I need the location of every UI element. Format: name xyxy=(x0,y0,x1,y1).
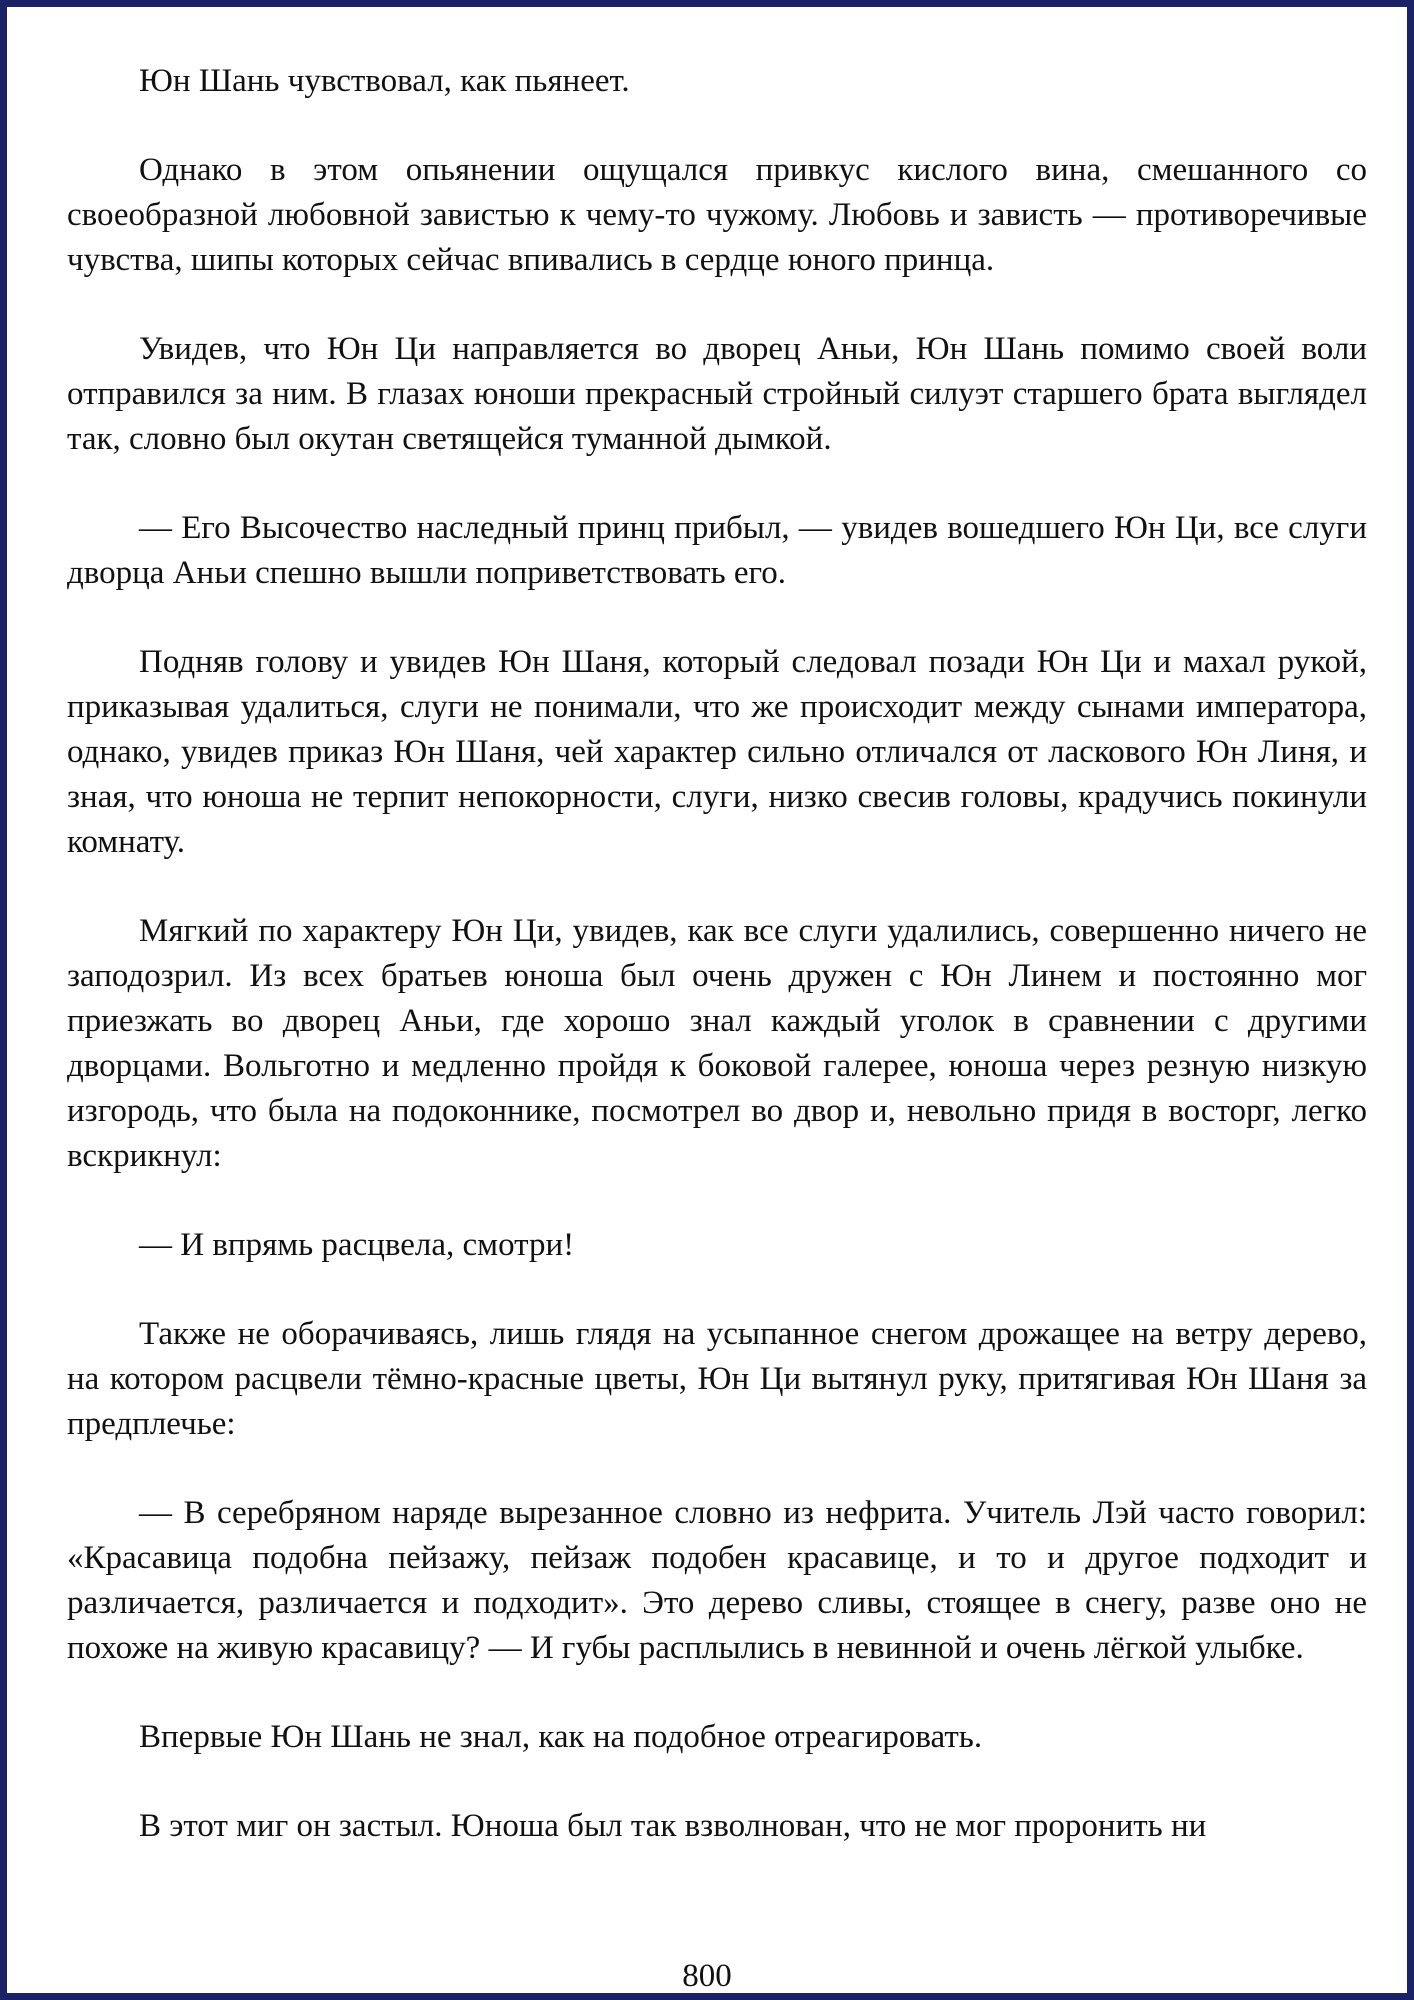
paragraph: — В серебряном наряде вырезанное словно из нефрита. Учитель Лэй часто говорил: «Красавица подобна пейзажу, пейзаж подобен красавице, и то и другое подходит и различается, различается и подходит». Это дерево сливы, стоящее в снегу, разве оно не похоже на живую красавицу? — И губы расплылись в невинной и очень лёгкой улыбке. xyxy=(67,1495,1367,1666)
paragraph: Впервые Юн Шань не знал, как на подобное отреагировать. xyxy=(139,1719,983,1755)
paragraph: В этот миг он застыл. Юноша был так взволнован, что не мог проронить ни xyxy=(139,1808,1207,1844)
paragraph: Мягкий по характеру Юн Ци, увидев, как все слуги удалились, совершенно ничего не заподозрил. Из всех братьев юноша был очень дружен с Юн Линем и постоянно мог приезжать во дворец Аньи, где хорошо знал каждый уголок в сравнении с другими дворцами. Вольготно и медленно пройдя к боковой галерее, юноша через резную низкую изгородь, что была на подоконнике, посмотрел во двор и, невольно придя в восторг, легко вскрикнул: xyxy=(67,913,1367,1174)
paragraph: — И впрямь расцвела, смотри! xyxy=(139,1227,575,1263)
paragraph: Также не оборачиваясь, лишь глядя на усыпанное снегом дрожащее на ветру дерево, на котором расцвели тёмно-красные цветы, Юн Ци вытянул руку, притягивая Юн Шаня за предплечье: xyxy=(67,1316,1367,1442)
paragraph: — Его Высочество наследный принц прибыл, — увидев вошедшего Юн Ци, все слуги дворца Аньи спешно вышли поприветствовать его. xyxy=(67,510,1367,591)
paragraph: Подняв голову и увидев Юн Шаня, который следовал позади Юн Ци и махал рукой, приказывая удалиться, слуги не понимали, что же происходит между сынами императора, однако, увидев приказ Юн Шаня, чей характер сильно отличался от ласкового Юн Линя, и зная, что юноша не терпит непокорности, слуги, низко свесив головы, крадучись покинули комнату. xyxy=(67,644,1367,860)
paragraph: Юн Шань чувствовал, как пьянеет. xyxy=(139,63,630,99)
paragraph: Увидев, что Юн Ци направляется во дворец Аньи, Юн Шань помимо своей воли отправился за ним. В глазах юноши прекрасный стройный силуэт старшего брата выглядел так, словно был окутан светящейся туманной дымкой. xyxy=(67,331,1367,457)
page-number: 800 xyxy=(682,1958,732,1994)
paragraph: Однако в этом опьянении ощущался привкус кислого вина, смешанного со своеобразной любовной завистью к чему-то чужому. Любовь и зависть — противоречивые чувства, шипы которых сейчас впивались в сердце юного принца. xyxy=(67,152,1367,278)
book-page xyxy=(7,7,1407,1993)
page-body-text xyxy=(67,59,1367,1849)
